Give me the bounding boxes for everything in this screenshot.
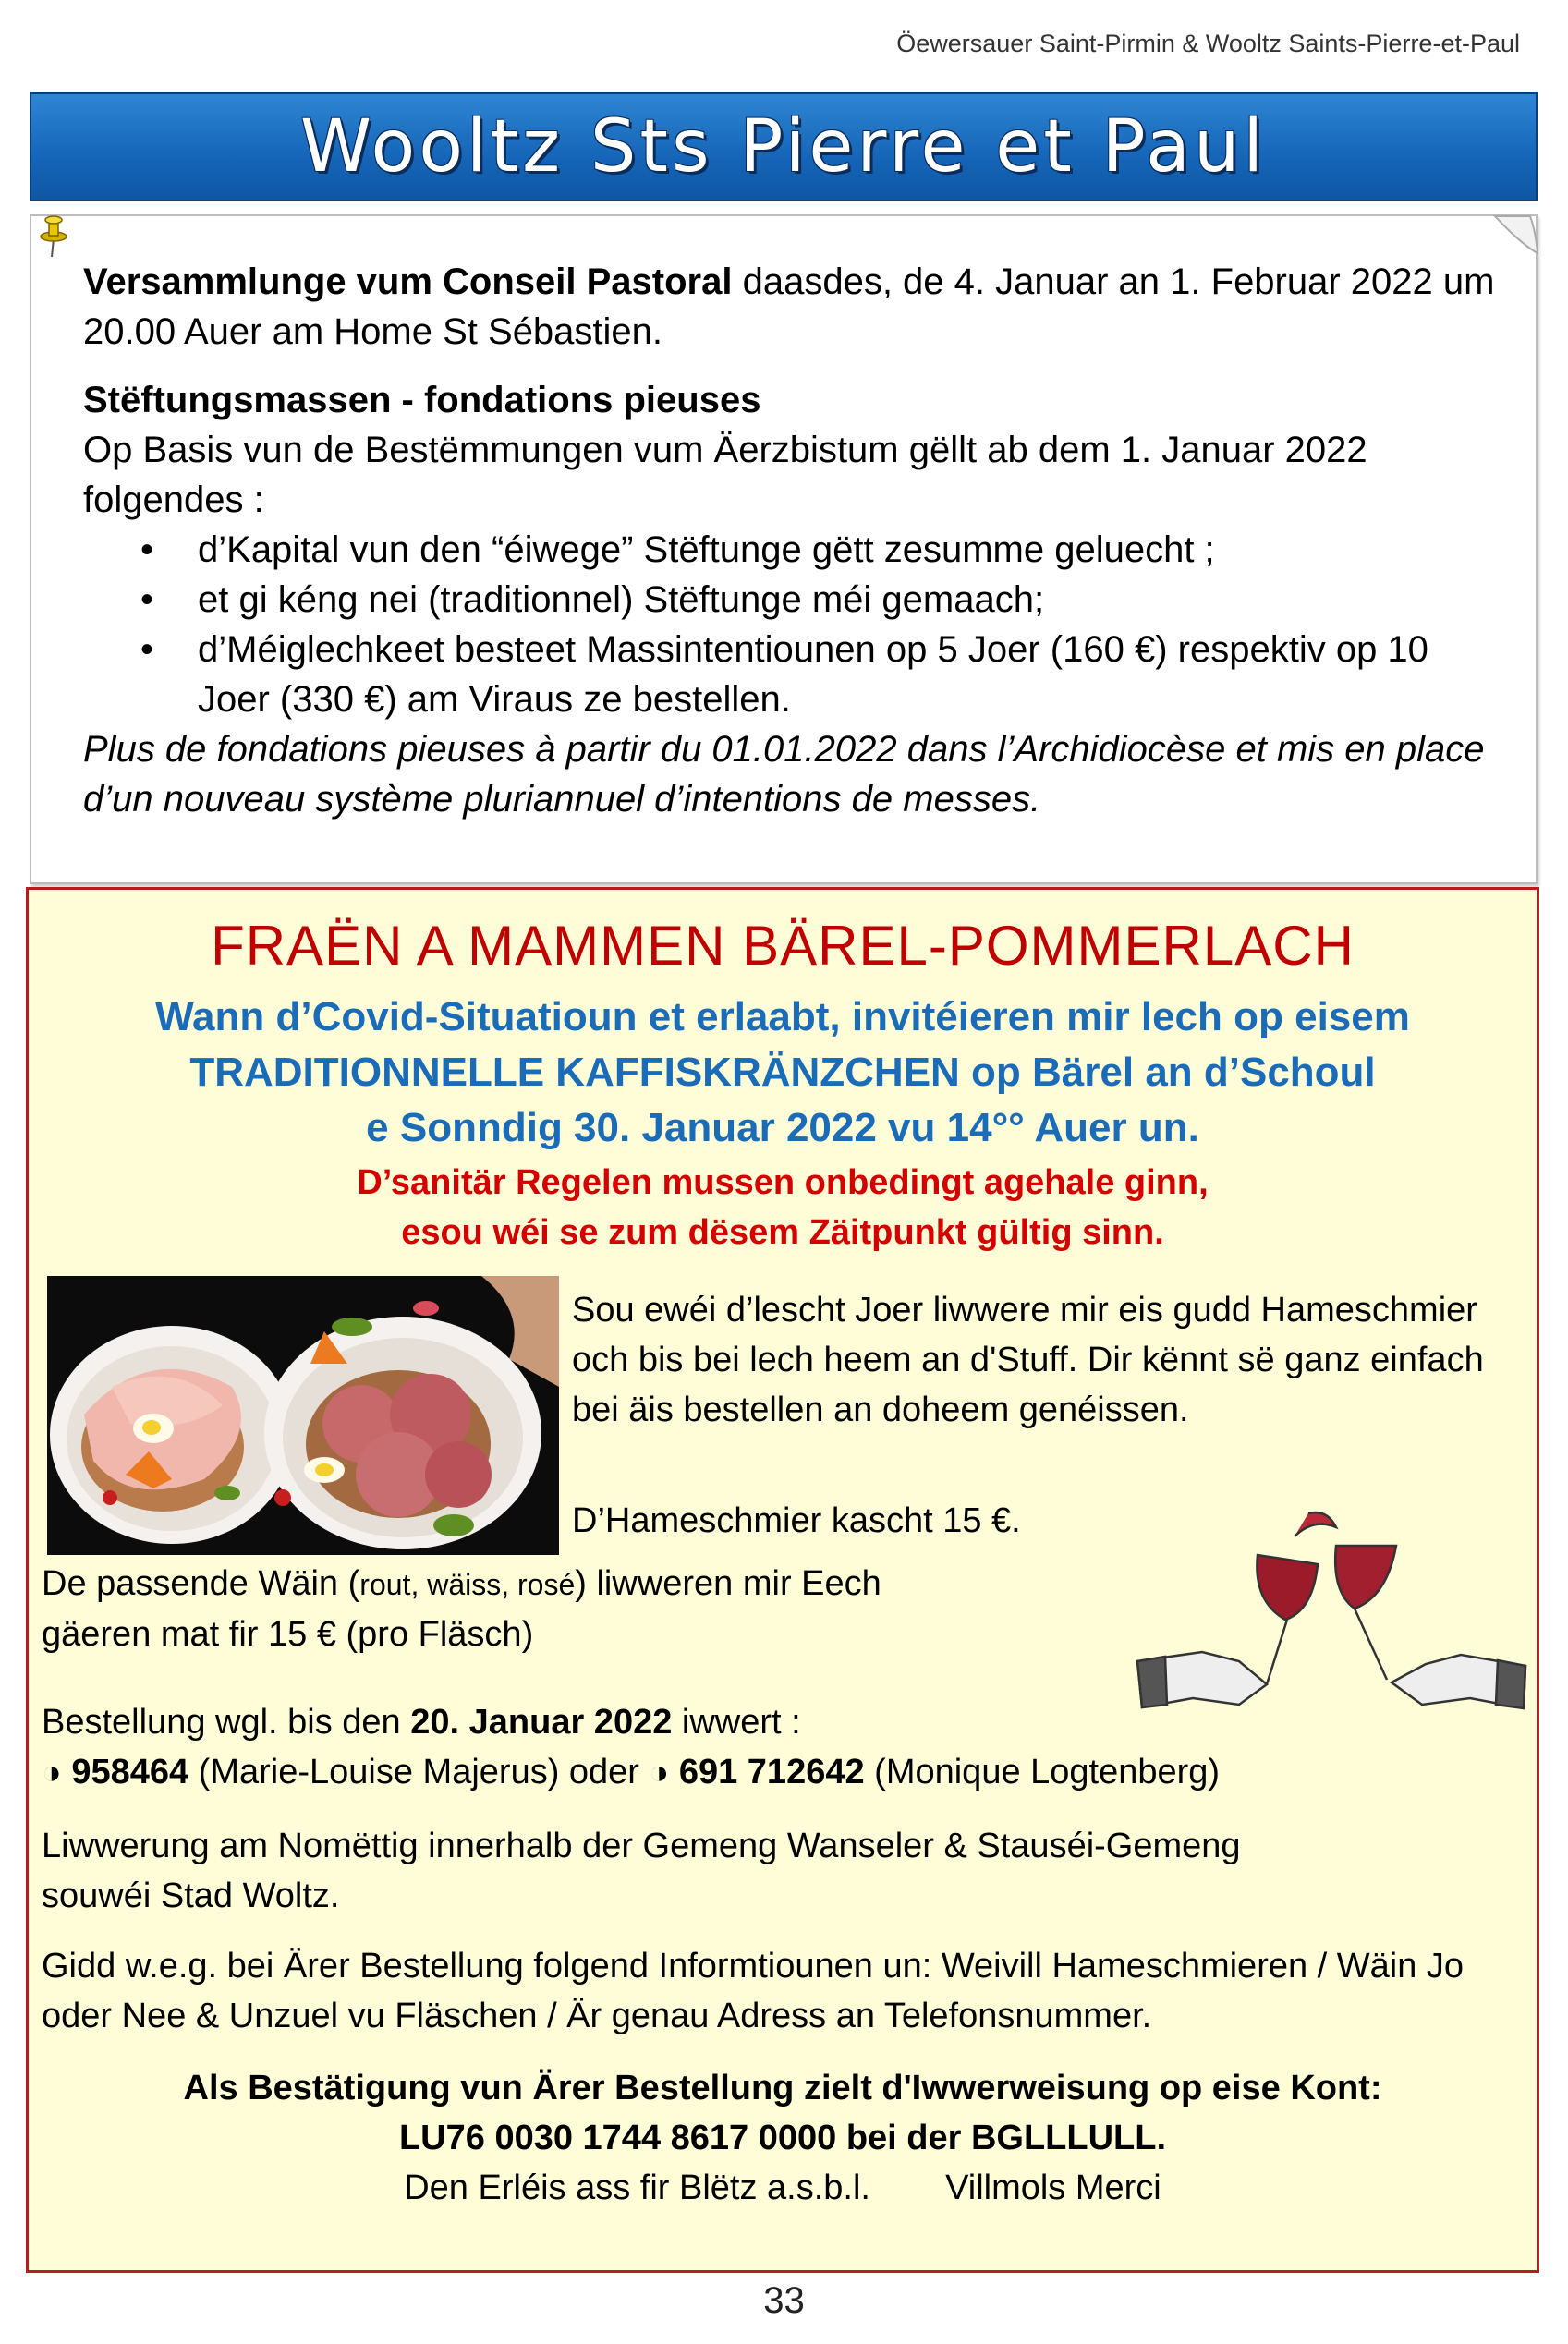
sanitary-rules <box>29 1158 1537 1257</box>
rules-line: D’sanitär Regelen mussen onbedingt agehale ginn, <box>357 1163 1209 1202</box>
invitation-line: TRADITIONNELLE KAFFISKRÄNZCHEN op Bärel an d’Schoul <box>189 1050 1376 1095</box>
list-item: • d’Kapital vun den “éiwege” Stëftunge gëtt zesumme geluecht ; <box>198 525 1506 575</box>
french-note: Plus de fondations pieuses à partir du 01.01.2022 dans l’Archidiocèse et mis en place d’un nouveau système pluriannuel d’intentions de messes. <box>83 729 1485 820</box>
delivery-area: Liwwerung am Nomëttig innerhalb der Gemeng Wanseler & Stauséi-Gemeng souwéi Stad Woltz. <box>42 1827 1241 1915</box>
wine-offer-start: De passende Wäin ( <box>42 1564 360 1603</box>
proceeds-note <box>29 2163 1537 2213</box>
section-banner <box>30 92 1538 201</box>
banner-title: Wooltz Sts Pierre et Paul <box>299 105 1268 188</box>
wine-offer <box>42 1559 881 1659</box>
page-number: 33 <box>763 2280 805 2321</box>
meeting-paragraph <box>83 257 1506 357</box>
order-info <box>42 1697 1220 1797</box>
proceeds-text: Den Erléis ass fir Blëtz a.s.b.l. <box>404 2168 870 2207</box>
contact-1-name: (Marie-Louise Majerus) oder <box>188 1753 650 1791</box>
wine-offer-end: ) liwweren mir Eech <box>575 1564 881 1603</box>
invitation-line: e Sonndig 30. Januar 2022 vu 14°° Auer un. <box>366 1105 1199 1150</box>
meeting-details: daasdes, de 4. Januar an 1. Februar 2022 um 20.00 Auer am Home St Sébastien. <box>83 261 1495 352</box>
contact-2-name: (Monique Logtenberg) <box>864 1753 1221 1791</box>
invitation-text <box>29 990 1537 1156</box>
bank-transfer <box>29 2063 1537 2163</box>
kaffiskranzchen-flyer <box>26 887 1539 2273</box>
contact-1-number: 958464 <box>71 1753 189 1791</box>
price-text: D’Hameschmier kascht 15 €. <box>572 1501 1021 1540</box>
flyer-title: FRAËN A MAMMEN BÄREL-POMMERLACH <box>211 915 1355 977</box>
notice-text <box>83 257 1506 824</box>
thanks-text: Villmols Merci <box>945 2168 1161 2207</box>
wine-toast-icon <box>1128 1500 1535 1731</box>
order-deadline: 20. Januar 2022 <box>410 1703 673 1742</box>
food-illustration <box>47 1276 559 1555</box>
phone-icon: ◑ <box>42 1753 62 1791</box>
pushpin-icon <box>37 211 70 259</box>
contact-2-number: 691 712642 <box>678 1753 865 1791</box>
page-curl-icon <box>1493 213 1539 259</box>
invitation-line: Wann d’Covid-Situatioun et erlaabt, invitéieren mir lech op eisem <box>155 994 1410 1039</box>
order-details-info: Gidd w.e.g. bei Ärer Bestellung folgend Informtiounen un: Weivill Hameschmieren / Wäin Jo oder Nee & Unzuel vu Fläschen / Är genau Adress an Telefonsnummer. <box>42 1947 1465 2035</box>
rules-line: esou wéi se zum dësem Zäitpunkt gültig sinn. <box>401 1213 1164 1252</box>
notice-box <box>30 214 1538 884</box>
order-suffix: iwwert : <box>672 1703 801 1742</box>
order-prefix: Bestellung wgl. bis den <box>42 1703 411 1742</box>
delivery-text: Sou ewéi d’lescht Joer liwwere mir eis gudd Hameschmier och bis bei lech heem an d'Stuff. Dir kënnt së ganz einfach bei äis bestellen an doheem genéissen. <box>572 1291 1484 1429</box>
list-item: • et gi kéng nei (traditionnel) Stëftunge méi gemaach; <box>198 575 1506 625</box>
ham-plates-photo <box>47 1276 559 1555</box>
wine-types: rout, wäiss, rosé <box>359 1568 576 1601</box>
wine-price: gäeren mat fir 15 € (pro Fläsch) <box>42 1615 534 1654</box>
list-item: • d’Méiglechkeet besteet Massintentiounen op 5 Joer (160 €) respektiv op 10 Joer (330 €) am Viraus ze bestellen. <box>198 625 1506 724</box>
foundations-list <box>83 525 1506 724</box>
bank-account: LU76 0030 1744 8617 0000 bei der BGLLLULL. <box>398 2119 1167 2157</box>
foundations-heading: Stëftungsmassen - fondations pieuses <box>83 380 761 420</box>
foundations-intro: Op Basis vun de Bestëmmungen vum Äerzbistum gëllt ab dem 1. Januar 2022 folgendes : <box>83 430 1367 520</box>
meeting-title: Versammlunge vum Conseil Pastoral <box>83 261 733 302</box>
bank-line: Als Bestätigung vun Ärer Bestellung zielt d'Iwwerweisung op eise Kont: <box>183 2069 1382 2107</box>
running-header: Öewersauer Saint-Pirmin & Wooltz Saints-Pierre-et-Paul <box>896 30 1520 57</box>
phone-icon: ◑ <box>649 1753 670 1791</box>
